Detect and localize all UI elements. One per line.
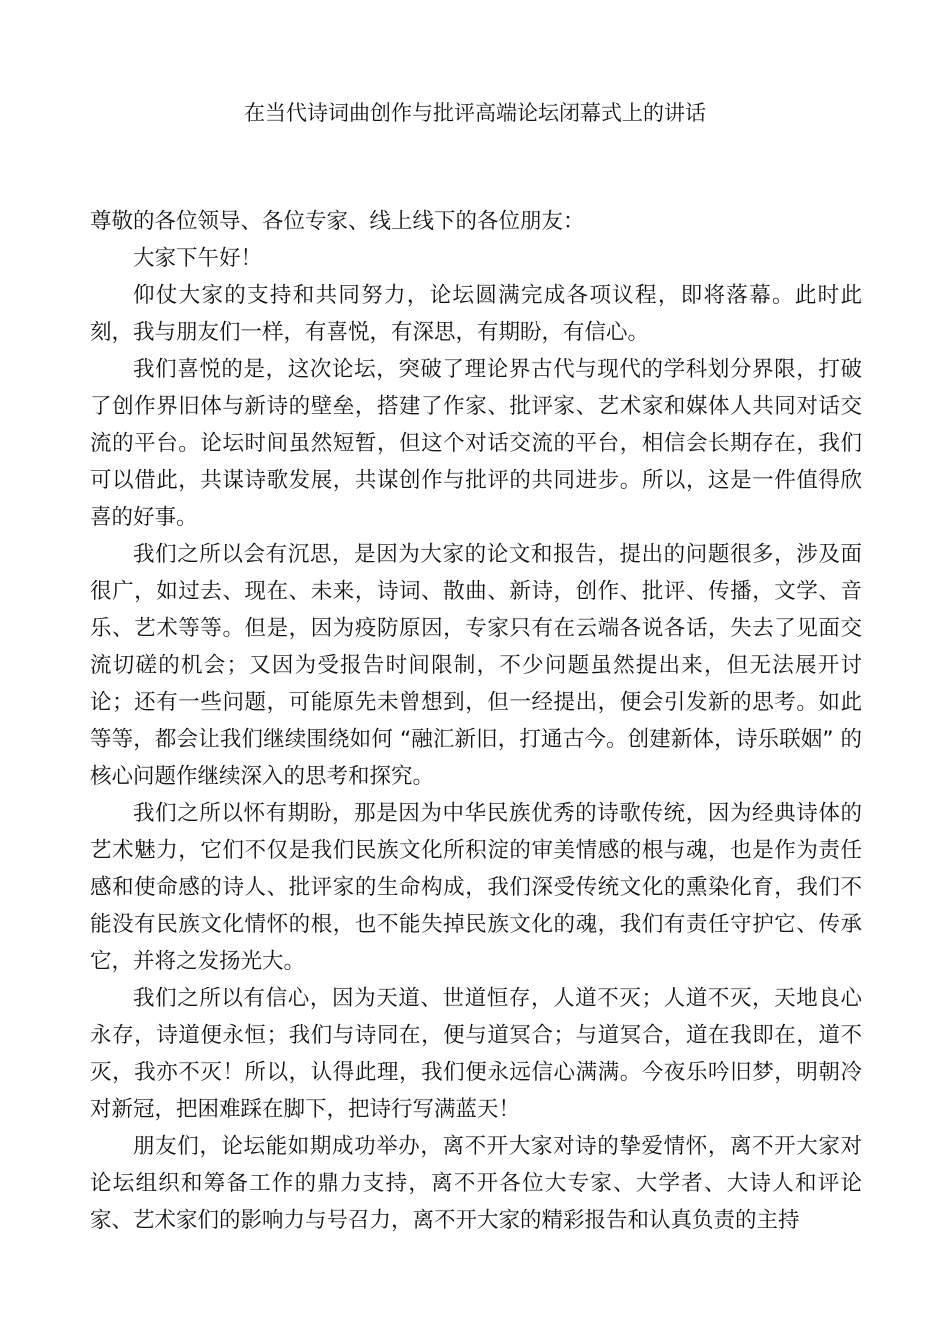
paragraph-reflection: 我们之所以会有沉思，是因为大家的论文和报告，提出的问题很多，涉及面很广，如过去、现在、未来，诗词、散曲、新诗，创作、批评、传播，文学、音乐、艺术等等。但是，因为疫防原因，专家只有在云端各说各话，失去了见面交流切磋的机会；又因为受报告时间限制，不少问题虽然提出来，但无法展开讨论；还有一些问题，可能原先未曾想到，但一经提出，便会引发新的思考。如此等等，都会让我们继续围绕如何 “融汇新旧，打通古今。创建新体，诗乐联姻” 的核心问题作继续深入的思考和探究。 xyxy=(90,542,862,789)
salutation: 尊敬的各位领导、各位专家、线上线下的各位朋友： xyxy=(90,209,585,234)
paragraph-greeting: 大家下午好！ xyxy=(133,246,263,271)
paragraph-confidence: 我们之所以有信心，因为天道、世道恒存，人道不灭；人道不灭，天地良心永存，诗道便永恒；我们与诗同在，便与道冥合；与道冥合，道在我即在，道不灭，我亦不灭！所以，认得此理，我们便永远信心满满。今夜乐吟旧梦，明朝冷对新冠，把困难踩在脚下，把诗行写满蓝天！ xyxy=(90,986,862,1122)
document-body xyxy=(90,203,862,1239)
paragraph-hope: 我们之所以怀有期盼，那是因为中华民族优秀的诗歌传统，因为经典诗体的艺术魅力，它们不仅是我们民族文化所积淀的审美情感的根与魂，也是作为责任感和使命感的诗人、批评家的生命构成，我们深受传统文化的熏染化育，我们不能没有民族文化情怀的根，也不能失掉民族文化的魂，我们有责任守护它、传承它，并将之发扬光大。 xyxy=(90,801,862,974)
paragraph-opening: 仰仗大家的支持和共同努力，论坛圆满完成各项议程，即将落幕。此时此刻，我与朋友们一样，有喜悦，有深思，有期盼，有信心。 xyxy=(90,283,862,345)
paragraph-thanks: 朋友们，论坛能如期成功举办，离不开大家对诗的挚爱情怀，离不开大家对论坛组织和筹备工作的鼎力支持，离不开各位大专家、大学者、大诗人和评论家、艺术家们的影响力与号召力，离不开大家的精彩报告和认真负责的主持 xyxy=(90,1134,862,1233)
paragraph-joy: 我们喜悦的是，这次论坛，突破了理论界古代与现代的学科划分界限，打破了创作界旧体与新诗的壁垒，搭建了作家、批评家、艺术家和媒体人共同对话交流的平台。论坛时间虽然短暂，但这个对话交流的平台，相信会长期存在，我们可以借此，共谋诗歌发展，共谋创作与批评的共同进步。所以，这是一件值得欣喜的好事。 xyxy=(90,357,862,530)
document-title: 在当代诗词曲创作与批评高端论坛闭幕式上的讲话 xyxy=(244,101,706,125)
